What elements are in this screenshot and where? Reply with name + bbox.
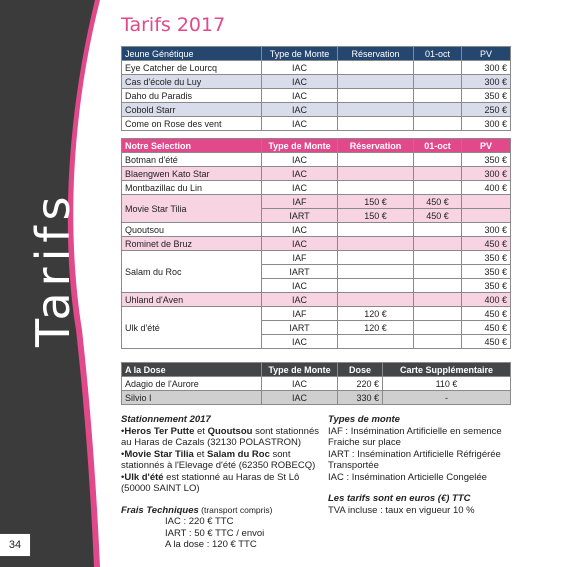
col-header: 01-oct <box>414 47 462 61</box>
cell-reservation: 120 € <box>338 321 414 335</box>
stationnement-heading: Stationnement 2017 <box>121 414 211 425</box>
cell-name: Cobold Starr <box>122 103 262 117</box>
cell-type: IART <box>262 321 338 335</box>
cell-oct <box>414 335 462 349</box>
cell-reservation <box>338 251 414 265</box>
cell-type: IAC <box>262 103 338 117</box>
stationnement-line-2: •Movie Star Tilia et Salam du Roc sont stationnés à l'Elevage d'été (62350 ROBECQ) <box>121 448 316 471</box>
cell-price: 300 € <box>462 167 511 181</box>
tarifs-text: TVA incluse : taux en vigueur 10 % <box>328 504 475 516</box>
cell-name: Rominet de Bruz <box>122 237 262 251</box>
table-header-row <box>122 139 511 153</box>
cell-oct <box>414 61 462 75</box>
notes-left <box>121 414 321 551</box>
frais-line: IAC : 220 € TTC <box>165 516 234 527</box>
types-line: IAF : Insémination Artificielle en semence Fraiche sur place <box>328 425 502 448</box>
cell-price: 450 € <box>462 237 511 251</box>
cell-name: Montbazillac du Lin <box>122 181 262 195</box>
notes-right <box>328 414 513 516</box>
cell-oct <box>414 279 462 293</box>
cell-price <box>462 209 511 223</box>
cell-price: 350 € <box>462 265 511 279</box>
cell-type: IAC <box>262 61 338 75</box>
cell-name: Blaengwen Kato Star <box>122 167 262 181</box>
col-header: Réservation <box>338 47 414 61</box>
cell-name: Cas d'école du Luy <box>122 75 262 89</box>
cell-price <box>462 195 511 209</box>
table-row <box>122 61 511 75</box>
cell-oct <box>414 103 462 117</box>
cell-oct: 450 € <box>414 195 462 209</box>
cell-type: IAC <box>262 223 338 237</box>
horse-name: Ulk d'été <box>124 471 164 483</box>
sidebar-title: Tarifs <box>26 190 80 347</box>
cell-type: IAC <box>262 335 338 349</box>
stationnement-line-3: •Ulk d'été est stationné au Haras de St Lô (50000 SAINT LO) <box>121 471 300 494</box>
stationnement-line-1: •Heros Ter Putte et Quoutsou sont stationnés au Haras de Cazals (32130 POLASTRON) <box>121 425 319 448</box>
frais-heading-line <box>121 505 321 517</box>
cell-reservation <box>338 335 414 349</box>
cell-reservation <box>338 237 414 251</box>
frais-note: (transport compris) <box>198 504 273 515</box>
cell-oct <box>414 167 462 181</box>
table-row <box>122 237 511 251</box>
text: et <box>193 448 208 460</box>
col-header: Type de Monte <box>262 47 338 61</box>
cell-reservation: 150 € <box>338 209 414 223</box>
cell-reservation <box>338 117 414 131</box>
table-row <box>122 167 511 181</box>
cell-reservation <box>338 265 414 279</box>
table-row <box>122 223 511 237</box>
frais-heading: Frais Techniques <box>121 504 199 516</box>
cell-oct <box>414 89 462 103</box>
cell-oct <box>414 237 462 251</box>
cell-reservation <box>338 61 414 75</box>
cell-oct <box>414 293 462 307</box>
cell-type: IAC <box>262 293 338 307</box>
col-header: 01-oct <box>414 139 462 153</box>
horse-name: Salam du Roc <box>207 448 270 460</box>
cell-type: IART <box>262 265 338 279</box>
cell-price: 300 € <box>462 223 511 237</box>
cell-name: Eye Catcher de Lourcq <box>122 61 262 75</box>
col-header: Réservation <box>338 139 414 153</box>
col-header: Jeune Génétique <box>122 47 262 61</box>
cell-price: 400 € <box>462 293 511 307</box>
table-row <box>122 103 511 117</box>
page-number: 34 <box>0 533 31 557</box>
horse-name: Heros Ter Putte <box>124 425 195 437</box>
cell-price: 450 € <box>462 307 511 321</box>
cell-type: IAC <box>262 279 338 293</box>
cell-oct <box>414 75 462 89</box>
cell-dose: 330 € <box>338 391 383 405</box>
cell-name: Silvio I <box>122 391 262 405</box>
frais-line: IART : 50 € TTC / envoi <box>165 527 265 539</box>
cell-carte: 110 € <box>383 377 511 391</box>
cell-type: IAC <box>262 181 338 195</box>
sidebar <box>0 0 106 567</box>
cell-name: Botman d'été <box>122 153 262 167</box>
cell-price: 300 € <box>462 75 511 89</box>
table-row <box>122 75 511 89</box>
table-row <box>122 117 511 131</box>
cell-price: 250 € <box>462 103 511 117</box>
cell-reservation: 120 € <box>338 307 414 321</box>
col-header: A la Dose <box>122 363 262 377</box>
cell-carte: - <box>383 391 511 405</box>
table-row <box>122 181 511 195</box>
col-header: Dose <box>338 363 383 377</box>
types-line: IAC : Insémination Articielle Congelée <box>328 471 487 483</box>
cell-reservation <box>338 89 414 103</box>
jeune-genetique-table <box>121 46 511 131</box>
cell-reservation <box>338 75 414 89</box>
page-title: Tarifs 2017 <box>121 14 226 36</box>
cell-reservation <box>338 293 414 307</box>
cell-name: Come on Rose des vent <box>122 117 262 131</box>
col-header: Carte Supplémentaire <box>383 363 511 377</box>
cell-name: Uhland d'Aven <box>122 293 262 307</box>
notre-selection-table <box>121 138 511 349</box>
cell-type: IAC <box>262 75 338 89</box>
cell-type: IAC <box>262 167 338 181</box>
cell-oct <box>414 117 462 131</box>
a-la-dose-table <box>121 362 511 405</box>
cell-name: Movie Star Tilia <box>122 195 262 223</box>
table-row <box>122 153 511 167</box>
cell-name: Salam du Roc <box>122 251 262 293</box>
cell-name: Quoutsou <box>122 223 262 237</box>
table-row <box>122 89 511 103</box>
cell-price: 300 € <box>462 61 511 75</box>
horse-name: Quoutsou <box>207 425 253 437</box>
table-header-row <box>122 363 511 377</box>
table-row <box>122 307 511 321</box>
text: est stationné au Haras de St Lô (50000 SAINT LO) <box>121 471 300 494</box>
cell-type: IAC <box>262 153 338 167</box>
frais-line: A la dose : 120 € TTC <box>165 539 257 550</box>
cell-reservation <box>338 223 414 237</box>
table-row <box>122 391 511 405</box>
cell-type: IAC <box>262 237 338 251</box>
cell-type: IAF <box>262 251 338 265</box>
cell-oct <box>414 321 462 335</box>
table-header-row <box>122 47 511 61</box>
cell-oct <box>414 307 462 321</box>
col-header: PV <box>462 139 511 153</box>
cell-price: 350 € <box>462 279 511 293</box>
text: sont stationnés au Haras de Cazals (32130 POLASTRON) <box>121 425 319 448</box>
cell-dose: 220 € <box>338 377 383 391</box>
cell-name: Ulk d'été <box>122 307 262 349</box>
cell-reservation <box>338 279 414 293</box>
cell-oct <box>414 181 462 195</box>
cell-reservation <box>338 181 414 195</box>
table-row <box>122 377 511 391</box>
col-header: PV <box>462 47 511 61</box>
horse-name: Movie Star Tilia <box>124 448 194 460</box>
col-header: Type de Monte <box>262 363 338 377</box>
cell-oct <box>414 223 462 237</box>
cell-price: 450 € <box>462 321 511 335</box>
col-header: Type de Monte <box>262 139 338 153</box>
cell-price: 350 € <box>462 153 511 167</box>
cell-oct <box>414 265 462 279</box>
table-row <box>122 251 511 265</box>
cell-oct <box>414 251 462 265</box>
text: et <box>194 425 208 437</box>
cell-type: IAC <box>262 117 338 131</box>
cell-type: IART <box>262 209 338 223</box>
cell-price: 350 € <box>462 251 511 265</box>
col-header: Notre Selection <box>122 139 262 153</box>
cell-reservation <box>338 103 414 117</box>
cell-type: IAC <box>262 377 338 391</box>
cell-type: IAC <box>262 89 338 103</box>
cell-reservation <box>338 153 414 167</box>
cell-reservation <box>338 167 414 181</box>
cell-reservation: 150 € <box>338 195 414 209</box>
cell-price: 350 € <box>462 89 511 103</box>
cell-oct <box>414 153 462 167</box>
cell-price: 400 € <box>462 181 511 195</box>
text: sont stationnés à l'Elevage d'été (62350 ROBECQ) <box>121 448 316 471</box>
types-line: IART : Insémination Artificielle Réfrigérée Transportée <box>328 448 501 471</box>
types-heading: Types de monte <box>328 414 400 425</box>
cell-name: Daho du Paradis <box>122 89 262 103</box>
cell-price: 300 € <box>462 117 511 131</box>
cell-type: IAF <box>262 307 338 321</box>
cell-price: 450 € <box>462 335 511 349</box>
table-row <box>122 293 511 307</box>
table-row <box>122 195 511 209</box>
tarifs-heading: Les tarifs sont en euros (€) TTC <box>328 493 471 504</box>
cell-type: IAC <box>262 391 338 405</box>
cell-name: Adagio de l'Aurore <box>122 377 262 391</box>
cell-type: IAF <box>262 195 338 209</box>
cell-oct: 450 € <box>414 209 462 223</box>
